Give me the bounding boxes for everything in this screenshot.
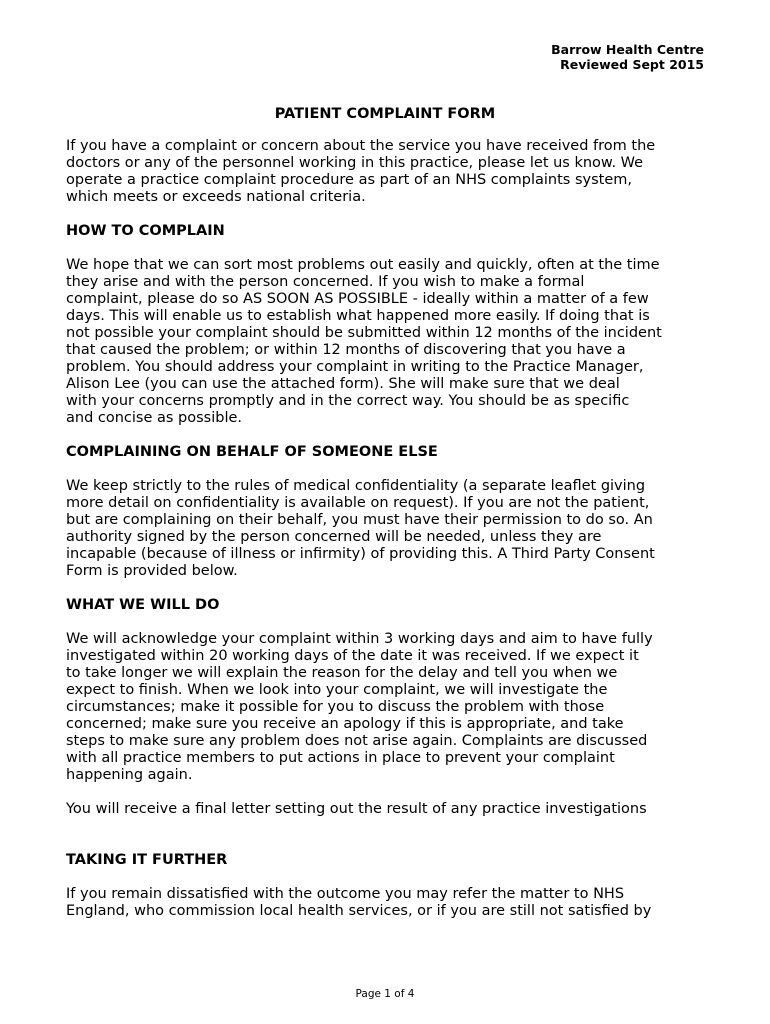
text-line: Alison Lee (you can use the attached form). She will make sure that we deal	[66, 376, 620, 392]
what-we-do-heading: WHAT WE WILL DO	[66, 597, 220, 613]
text-line: complaint, please do so AS SOON AS POSSIBLE - ideally within a matter of a few	[66, 291, 649, 307]
text-line: days. This will enable us to establish what happened more easily. If doing that is	[66, 308, 650, 324]
page-title: PATIENT COMPLAINT FORM	[274, 106, 496, 122]
how-to-complain-paragraph	[66, 257, 716, 427]
text-line: to take longer we will explain the reason for the delay and tell you when we	[66, 665, 618, 681]
text-line: more detail on confidentiality is available on request). If you are not the patient,	[66, 495, 650, 511]
text-line: investigated within 20 working days of the date it was received. If we expect it	[66, 648, 639, 664]
text-line: operate a practice complaint procedure as part of an NHS complaints system,	[66, 172, 632, 188]
text-line: We hope that we can sort most problems out easily and quickly, often at the time	[66, 257, 660, 273]
text-line: You will receive a final letter setting out the result of any practice investigations	[66, 801, 647, 817]
review-date: Reviewed Sept 2015	[560, 57, 704, 72]
text-line: that caused the problem; or within 12 months of discovering that you have a	[66, 342, 626, 358]
text-line: which meets or exceeds national criteria.	[66, 189, 366, 205]
text-line: If you remain dissatisfied with the outcome you may refer the matter to NHS	[66, 886, 625, 902]
text-line: doctors or any of the personnel working in this practice, please let us know. We	[66, 155, 644, 171]
practice-name: Barrow Health Centre	[551, 42, 704, 57]
text-line: with your concerns promptly and in the correct way. You should be as specific	[66, 393, 630, 409]
text-line: We keep strictly to the rules of medical confidentiality (a separate leaflet giving	[66, 478, 646, 494]
text-line: Form is provided below.	[66, 563, 238, 579]
text-line: with all practice members to put actions in place to prevent your complaint	[66, 750, 615, 766]
text-line: not possible your complaint should be submitted within 12 months of the incident	[66, 325, 662, 341]
text-line: incapable (because of illness or infirmity) of providing this. A Third Party Consent	[66, 546, 655, 562]
text-line: We will acknowledge your complaint within 3 working days and aim to have fully	[66, 631, 653, 647]
what-we-do-paragraph	[66, 631, 716, 784]
behalf-heading: COMPLAINING ON BEHALF OF SOMEONE ELSE	[66, 444, 438, 460]
text-line: expect to finish. When we look into your complaint, we will investigate the	[66, 682, 608, 698]
intro-paragraph	[66, 138, 716, 206]
text-line: authority signed by the person concerned will be needed, unless they are	[66, 529, 602, 545]
text-line: concerned; make sure you receive an apology if this is appropriate, and take	[66, 716, 624, 732]
taking-it-further-heading: TAKING IT FURTHER	[66, 852, 228, 868]
text-line: steps to make sure any problem does not arise again. Complaints are discussed	[66, 733, 648, 749]
text-line: England, who commission local health services, or if you are still not satisfied by	[66, 903, 652, 919]
text-line: problem. You should address your complaint in writing to the Practice Manager,	[66, 359, 644, 375]
page-number: Page 1 of 4	[355, 988, 415, 1000]
text-line: happening again.	[66, 767, 193, 783]
taking-it-further-paragraph	[66, 886, 716, 920]
behalf-paragraph	[66, 478, 716, 580]
text-line: but are complaining on their behalf, you must have their permission to do so. An	[66, 512, 653, 528]
how-to-complain-heading: HOW TO COMPLAIN	[66, 223, 225, 239]
document-body	[66, 138, 716, 920]
text-line: and concise as possible.	[66, 410, 243, 426]
final-letter-paragraph	[66, 801, 716, 818]
text-line: they arise and with the person concerned. If you wish to make a formal	[66, 274, 585, 290]
text-line: circumstances; make it possible for you to discuss the problem with those	[66, 699, 605, 715]
document-header	[551, 42, 704, 72]
text-line: If you have a complaint or concern about the service you have received from the	[66, 138, 656, 154]
